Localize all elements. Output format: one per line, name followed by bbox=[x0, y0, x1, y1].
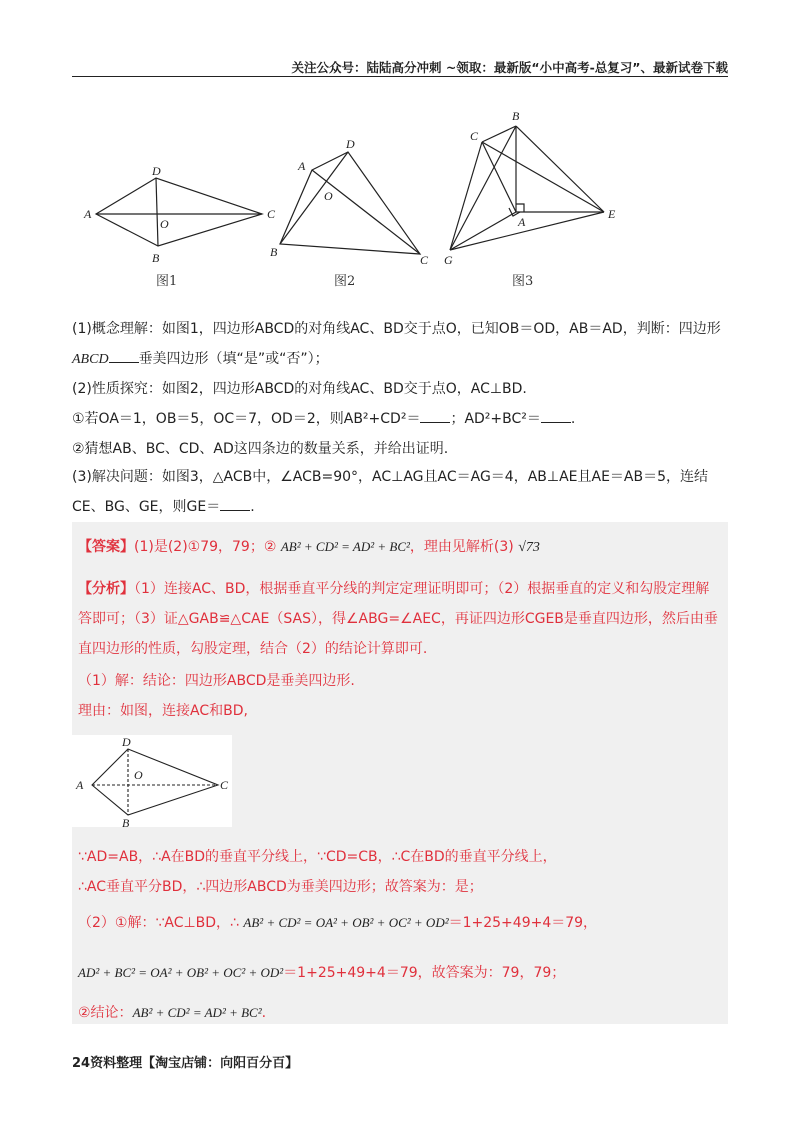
fig3-label-g: G bbox=[444, 253, 453, 267]
analysis-line-10-pre: ②结论： bbox=[78, 1005, 133, 1021]
answer-label: 【答案】 bbox=[78, 539, 134, 555]
question-2: (2)性质探究：如图2，四边形ABCD的对角线AC、BD交于点O，AC⊥BD. bbox=[72, 381, 527, 397]
analysis-fig-quadrilateral bbox=[92, 749, 218, 815]
answer-text-1: (1)是(2)①79，79；② bbox=[134, 539, 277, 555]
answer-line bbox=[78, 536, 728, 559]
analysis-line-9-post: ＝1+25+49+4＝79，故答案为：79，79； bbox=[283, 965, 566, 981]
analysis-figure-svg bbox=[72, 735, 232, 827]
fig3-cb bbox=[482, 126, 516, 142]
fig2-label-o: O bbox=[324, 189, 333, 203]
analysis-line-4: （1）解：结论：四边形ABCD是垂美四边形. bbox=[78, 673, 355, 689]
question-3-line2 bbox=[72, 496, 732, 518]
fig1-label-d: D bbox=[152, 164, 161, 178]
analysis-line-8-post: ＝1+25+49+4＝79， bbox=[448, 915, 598, 931]
analysis-line-2: 答即可；（3）证△GAB≌△CAE（SAS），得∠ABG=∠AEC，再证四边形CGEB是垂直四边形，然后由垂 bbox=[78, 611, 718, 627]
q3-post: . bbox=[250, 499, 255, 515]
analysis-text-1: （1）连接AC、BD，根据垂直平分线的判定定理证明即可；（2）根据垂直的定义和勾股定理解 bbox=[134, 581, 710, 597]
answer-text-2: ，理由见解析(3) bbox=[409, 539, 514, 555]
caption-fig2: 图2 bbox=[334, 274, 356, 289]
q1-blank bbox=[109, 362, 139, 363]
fig1-quadrilateral bbox=[96, 178, 262, 246]
fig3-label-e: E bbox=[608, 207, 616, 221]
fig1-label-a: A bbox=[84, 207, 92, 221]
fig3-label-c: C bbox=[470, 129, 479, 143]
fig1-label-o: O bbox=[160, 217, 169, 231]
question-2-2: ②猜想AB、BC、CD、AD这四条边的数量关系，并给出证明. bbox=[72, 441, 449, 457]
fig3-label-b: B bbox=[512, 109, 520, 123]
figure-3 bbox=[450, 126, 604, 250]
analysis-line-8-pre: （2）①解：∵AC⊥BD，∴ bbox=[78, 915, 239, 931]
analysis-fig-label-c: C bbox=[220, 778, 229, 792]
analysis-line-6: ∵AD=AB，∴A在BD的垂直平分线上，∵CD=CB，∴C在BD的垂直平分线上， bbox=[78, 849, 557, 865]
caption-fig3: 图3 bbox=[512, 274, 534, 289]
fig2-label-d: D bbox=[346, 137, 355, 151]
fig3-right-angle-mark bbox=[516, 204, 524, 212]
analysis-fig-label-d: D bbox=[122, 735, 131, 749]
question-1-line1: (1)概念理解：如图1，四边形ABCD的对角线AC、BD交于点O，已知OB＝OD，AB＝AD，判断：四边形 bbox=[72, 321, 721, 337]
analysis-line-10-formula: AB² + CD² = AD² + BC² bbox=[132, 1005, 262, 1020]
analysis-line-3: 直四边形的性质，勾股定理，结合（2）的结论计算即可. bbox=[78, 641, 428, 657]
analysis-figure bbox=[72, 735, 232, 827]
fig3-ca bbox=[482, 142, 516, 212]
analysis-fig-label-o: O bbox=[134, 768, 143, 782]
fig2-label-b: B bbox=[270, 245, 278, 259]
analysis-line-9 bbox=[78, 962, 728, 984]
question-3-line1: (3)解决问题：如图3，△ACB中，∠ACB=90°，AC⊥AG且AC＝AG＝4，AB⊥AE且AE＝AB＝5，连结 bbox=[72, 469, 709, 485]
analysis-line-10 bbox=[78, 1002, 728, 1024]
analysis-fig-label-a: A bbox=[76, 778, 84, 792]
fig3-label-a: A bbox=[518, 215, 526, 229]
q1-abcd: ABCD bbox=[72, 352, 109, 367]
fig2-label-c: C bbox=[420, 253, 429, 267]
q2-1-post: . bbox=[570, 411, 576, 427]
page-header: 关注公众号：陆陆高分冲刺 ~领取：最新版“小中高考-总复习”、最新试卷下载 bbox=[291, 60, 728, 75]
analysis-fig-label-b: B bbox=[122, 816, 130, 827]
question-1-line2 bbox=[72, 348, 732, 371]
q3-pre: CE、BG、GE，则GE＝ bbox=[72, 499, 221, 515]
fig1-label-c: C bbox=[267, 207, 276, 221]
answer-formula: AB² + CD² = AD² + BC² bbox=[280, 539, 410, 554]
q2-1-blank-2 bbox=[541, 422, 571, 423]
fig2-diagonal-ac bbox=[312, 170, 420, 254]
fig2-diagonal-bd bbox=[280, 152, 348, 244]
footer-text: 资料整理【淘宝店铺：向阳百分百】 bbox=[90, 1056, 299, 1071]
fig3-ge bbox=[450, 212, 604, 250]
q2-1-mid: ；AD²+BC²＝ bbox=[450, 411, 541, 427]
caption-fig1: 图1 bbox=[156, 274, 178, 289]
q3-blank bbox=[220, 510, 250, 511]
q1-tail: 垂美四边形（填“是”或“否”）； bbox=[138, 351, 329, 367]
analysis-line-7: ∴AC垂直平分BD，∴四边形ABCD为垂美四边形；故答案为：是； bbox=[78, 879, 483, 895]
figures-row bbox=[72, 100, 732, 300]
analysis-line-8 bbox=[78, 912, 728, 934]
analysis-label: 【分析】 bbox=[78, 581, 134, 597]
answer-sqrt: √73 bbox=[518, 540, 540, 555]
page-footer bbox=[72, 1052, 298, 1071]
q2-1-blank-1 bbox=[420, 422, 450, 423]
header-rule bbox=[72, 76, 728, 77]
question-2-1 bbox=[72, 408, 732, 430]
analysis-line-1 bbox=[78, 578, 728, 600]
analysis-line-9-formula: AD² + BC² = OA² + OB² + OC² + OD² bbox=[78, 965, 284, 980]
fig1-diagonal-bd bbox=[156, 178, 158, 246]
analysis-line-5: 理由：如图，连接AC和BD, bbox=[78, 703, 248, 719]
analysis-line-8-formula: AB² + CD² = OA² + OB² + OC² + OD² bbox=[243, 915, 449, 930]
fig1-label-b: B bbox=[152, 251, 160, 265]
fig2-label-a: A bbox=[298, 159, 306, 173]
page-number: 24 bbox=[72, 1056, 91, 1071]
q2-1-pre: ①若OA＝1，OB＝5，OC＝7，OD＝2，则AB²+CD²＝ bbox=[72, 411, 421, 427]
analysis-line-10-post: . bbox=[261, 1005, 267, 1021]
figure-1 bbox=[96, 178, 262, 246]
